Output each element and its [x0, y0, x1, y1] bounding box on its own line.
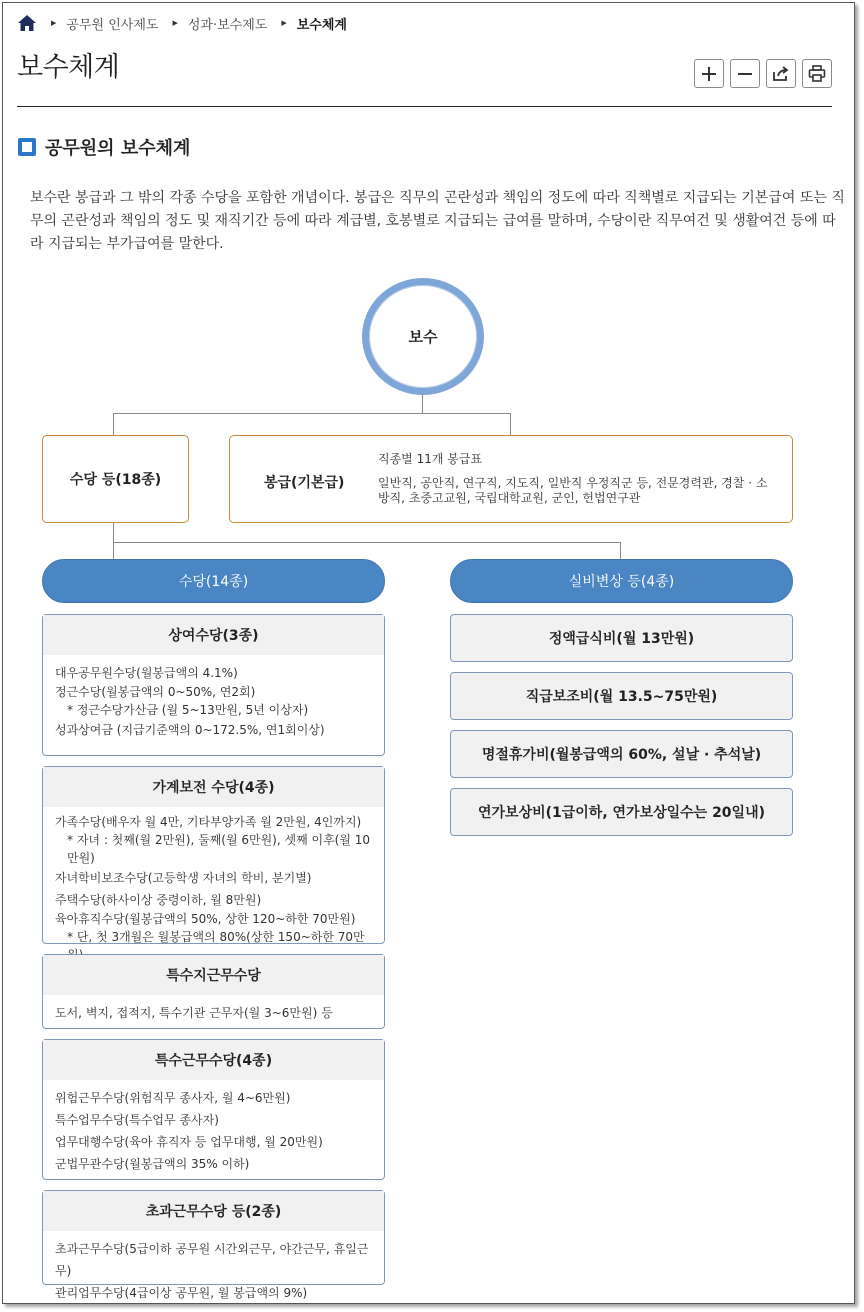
minus-icon: [737, 66, 753, 82]
root-node-label: 보수: [408, 328, 438, 346]
intro-paragraph: 보수란 봉급과 그 밖의 각종 수당을 포함한 개념이다. 봉급은 직무의 곤란성과 책임의 정도에 따라 직책별로 지급되는 기본급여 또는 직무의 곤란성과 책임의 정도 및 재직기간 등에 따라 계급별, 호봉별로 지급되는 급여를 말하며, 수당이란 직무여건 및 생활여건 등에 따라 지급되는 부가급여를 말한다.: [30, 190, 845, 252]
card-line: 대우공무원수당(월봉급액의 4.1%): [55, 666, 238, 680]
share-button[interactable]: [766, 59, 796, 88]
zoom-out-button[interactable]: [730, 59, 760, 88]
expense-item-meal: [450, 614, 793, 662]
connector-to-allowances: [113, 413, 114, 435]
connector-top-horizontal: [113, 413, 510, 414]
base-pay-node: [229, 435, 793, 523]
card-line: 위험근무수당(위험직무 종사자, 월 4~6만원): [55, 1091, 291, 1105]
zoom-in-button[interactable]: [694, 59, 724, 88]
card-body: [43, 1080, 384, 1175]
card-line: 가족수당(배우자 월 4만, 기타부양가족 월 2만원, 4인까지): [55, 815, 362, 829]
card-line: 관리업무수당(4급이상 공무원, 월 봉급액의 9%): [55, 1286, 308, 1300]
card-line: 도서, 벽지, 접적지, 특수기관 근무자(월 3~6만원) 등: [55, 1006, 333, 1020]
card-body: [43, 655, 384, 741]
card-line: 육아휴직수당(월봉급액의 50%, 상한 120~하한 70만원): [55, 912, 356, 926]
base-pay-subtitle: 직종별 11개 봉급표: [378, 452, 483, 466]
card-body: [43, 995, 384, 1024]
card-body: [43, 1231, 384, 1304]
connector-mid-horizontal: [113, 542, 621, 543]
breadcrumb-item-current: ▶ 보수체계: [281, 17, 347, 33]
expense-item-label: 직급보조비(월 13.5~75만원): [525, 689, 718, 705]
card-note: * 단, 첫 3개월은 월봉급액의 80%(상한 150~하한 70만: [67, 930, 365, 944]
expense-item-label: 정액급식비(월 13만원): [548, 631, 695, 647]
card-line: 정근수당(월봉급액의 0~50%, 연2회): [55, 685, 256, 699]
card-title: 초과근무수당 등(2종): [43, 1191, 384, 1231]
card-special-duty-allowance: [42, 1039, 385, 1180]
expenses-category-pill: [450, 559, 793, 603]
card-note: * 정근수당가산금 (월 5~13만원, 5년 이상자): [67, 703, 309, 717]
home-icon[interactable]: [17, 14, 37, 32]
connector-allowances-down: [113, 523, 114, 542]
card-line: 특수업무수당(특수업무 종사자): [55, 1113, 219, 1127]
card-line: 성과상여금 (지급기준액의 0~172.5%, 연1회이상): [55, 723, 325, 737]
section-title: 공무원의 보수체계: [45, 138, 191, 159]
connector-to-left-pill: [113, 542, 114, 559]
section-square-icon: [18, 138, 36, 156]
card-line: 자녀학비보조수당(고등학생 자녀의 학비, 분기별): [55, 871, 312, 885]
card-title: 가계보전 수당(4종): [43, 767, 384, 807]
card-title: 특수근무수당(4종): [43, 1040, 384, 1080]
expenses-category-label: 실비변상 등(4종): [568, 574, 675, 590]
allowances-label: 수당 등(18종): [69, 472, 162, 488]
expense-item-leave-compensation: [450, 788, 793, 836]
card-title: 특수지근무수당: [43, 955, 384, 995]
print-icon: [808, 65, 826, 82]
card-bonus-allowance: [42, 614, 385, 756]
card-line: 주택수당(하사이상 중령이하, 월 8만원): [55, 893, 262, 907]
breadcrumb: [17, 13, 347, 33]
base-pay-detail: 일반직, 공안직, 연구직, 지도직, 일반직 우정직군 등, 전문경력관, 경찰 · 소방직, 초중고교원, 국립대학교원, 군인, 헌법연구관: [378, 476, 768, 505]
print-button[interactable]: [802, 59, 832, 88]
base-pay-label: 봉급(기본급): [264, 475, 345, 491]
section-header: [18, 134, 190, 160]
root-node-circle: [362, 278, 484, 395]
connector-to-base-pay: [510, 413, 511, 435]
breadcrumb-item-personnel[interactable]: ▶ 공무원 인사제도: [51, 17, 159, 33]
expense-item-rank-support: [450, 672, 793, 720]
connector-root-down: [422, 395, 423, 413]
card-overtime-allowance: [42, 1190, 385, 1300]
card-line: 업무대행수당(육아 휴직자 등 업무대행, 월 20만원): [55, 1135, 323, 1149]
card-household-allowance: [42, 766, 385, 944]
title-divider: [17, 106, 832, 107]
breadcrumb-item-performance[interactable]: ▶ 성과·보수제도: [172, 17, 268, 33]
card-note: * 자녀 : 첫째(월 2만원), 둘째(월 6만원), 셋째 이후(월 10만원): [67, 833, 371, 865]
card-line: 초과근무수당(5급이하 공무원 시간외근무, 야간근무, 휴일근무): [55, 1242, 369, 1278]
card-title: 상여수당(3종): [43, 615, 384, 655]
plus-icon: [701, 66, 717, 82]
page-frame: [2, 2, 855, 1304]
allowances-category-pill: [42, 559, 385, 603]
card-special-region-allowance: [42, 954, 385, 1029]
share-icon: [772, 66, 790, 82]
page-title: 보수체계: [17, 52, 120, 83]
page-tools: [694, 59, 832, 88]
allowances-node: [42, 435, 189, 523]
allowances-category-label: 수당(14종): [178, 574, 249, 590]
card-line: 군법무관수당(월봉급액의 35% 이하): [55, 1157, 250, 1171]
connector-to-right-pill: [620, 542, 621, 559]
expense-item-holiday: [450, 730, 793, 778]
card-body: [43, 807, 384, 964]
expense-item-label: 연가보상비(1급이하, 연가보상일수는 20일내): [478, 805, 765, 821]
expense-item-label: 명절휴가비(월봉급액의 60%, 설날 · 추석날): [481, 747, 762, 763]
